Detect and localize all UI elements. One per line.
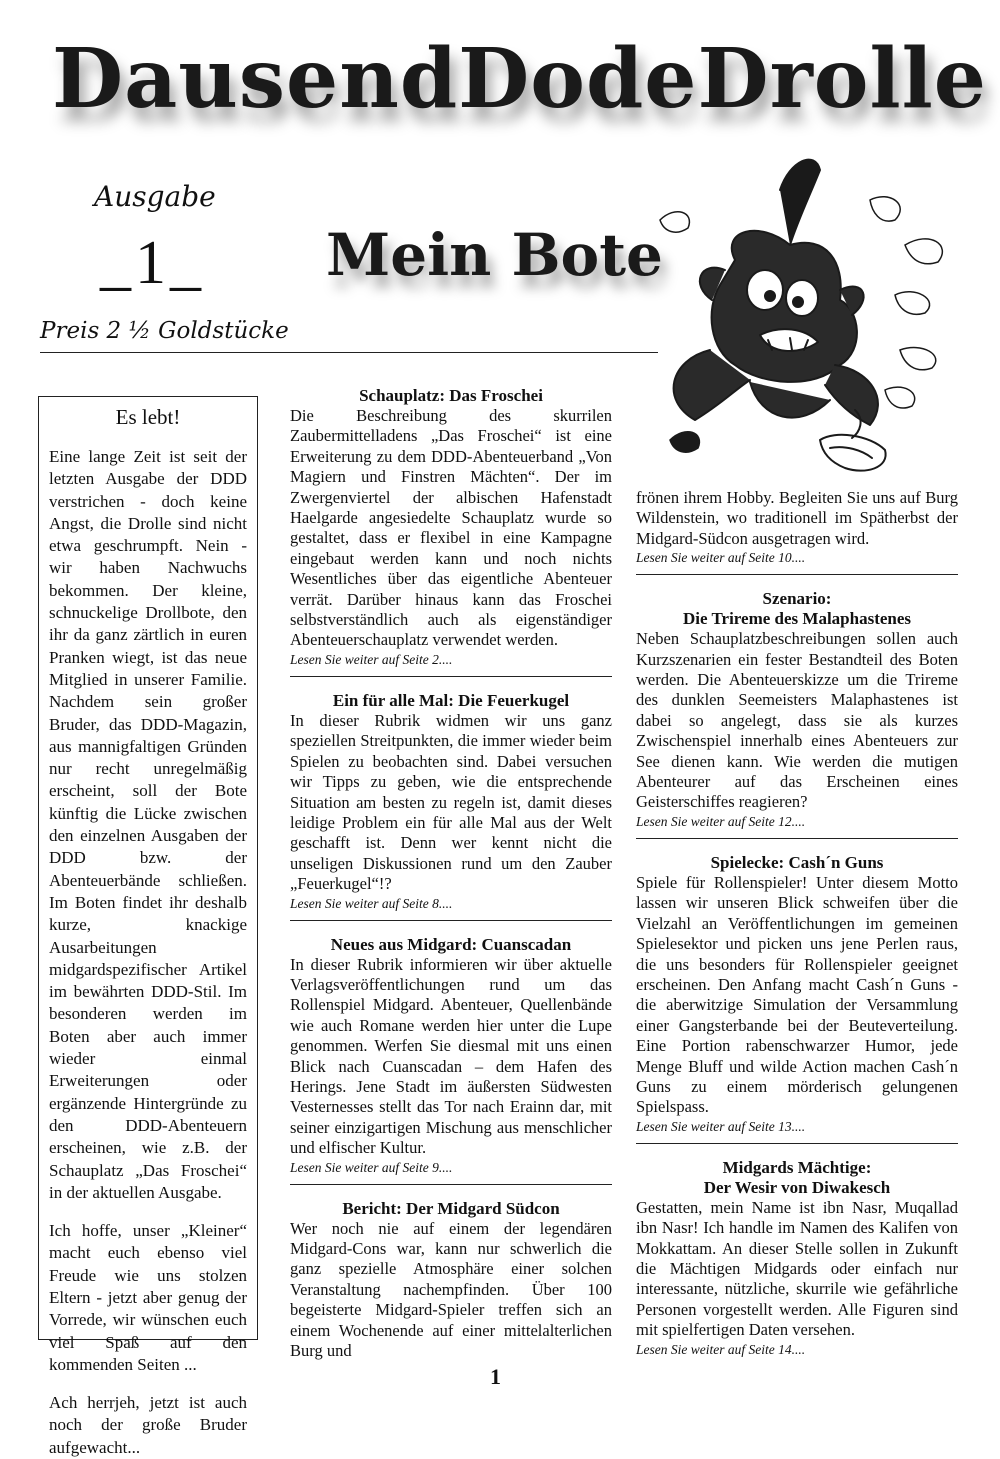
article-title: Neues aus Midgard: Cuanscadan <box>330 934 572 954</box>
read-more-link[interactable]: Lesen Sie weiter auf Seite 13.... <box>636 1118 806 1134</box>
issue-label: Ausgabe <box>94 180 216 213</box>
editorial-title: Es lebt! <box>115 405 181 429</box>
article-title: Spielecke: Cash´n Guns <box>710 852 884 872</box>
article-cash-n-guns <box>636 853 958 1144</box>
article-title: Schauplatz: Das Froschei <box>359 386 543 405</box>
editorial-paragraph: Ich hoffe, unser „Kleiner“ macht euch ebenso viel Freude wie uns stolzen Eltern - jetzt aber genug der Vorrede, wir wünschen euch viel Spaß auf den kommenden Seiten ... <box>49 1221 247 1374</box>
article-suedcon <box>290 1199 612 1369</box>
article-feuerkugel <box>290 691 612 921</box>
read-more-link[interactable]: Lesen Sie weiter auf Seite 2.... <box>290 651 453 667</box>
read-more-link[interactable]: Lesen Sie weiter auf Seite 9.... <box>290 1159 453 1175</box>
article-title: Ein für alle Mal: Die Feuerkugel <box>332 690 570 710</box>
article-body: Neben Schauplatzbeschreibungen sollen auch Kurzszenarien ein fester Bestandteil des Boten werden. Die Abenteuerskizze um die Trireme des dunklen Seemeisters Malaphastenes ist dabei so angelegt, dass sie als kurzes Zwischenspiel innerhalb eines Abenteuers zur See dienen kann. Wie werden die mutigen Abenteurer auf das Erscheinen eines Geisterschiffes reagieren? <box>636 629 958 812</box>
read-more-link[interactable]: Lesen Sie weiter auf Seite 10.... <box>636 550 806 566</box>
article-suedcon-continued <box>636 488 958 575</box>
newsletter-subtitle: Mein Bote <box>326 221 663 289</box>
article-title: Bericht: Der Midgard Südcon <box>342 1198 560 1218</box>
article-body: In dieser Rubrik informieren wir über aktuelle Verlagsveröffentlichungen rund um das Rollenspiel Midgard. Abenteuer, Quellenbände wie auch Romane werden hier unter die Lupe genommen. Werfen Sie diesmal mit uns einen Blick nach Cuanscadan – dem Hafen des Herings. Jene Stadt im äußersten Südwesten Vesternesses stellt das Tor nach Erainn dar, mit seiner einzigartigen Mischung aus menschlicher und elfischer Kultur. <box>290 954 612 1158</box>
article-froschei <box>290 386 612 677</box>
article-body: Gestatten, mein Name ist ibn Nasr, Muqallad ibn Nasr! Ich handle im Namen des Kalifen von Mokkattam. An dieser Stelle sollen in Zukunft die Mächtigen Midgards oder einfach nur interessante, nützliche, skurrile wie gefährliche Personen vorgestellt werden. Alle Figuren sind mit spielfertigen Daten versehen. <box>636 1197 958 1340</box>
article-body: frönen ihrem Hobby. Begleiten Sie uns auf Burg Wildenstein, wo traditionell im Spätherbst der Midgard-Südcon ausgetragen wird. <box>636 488 958 548</box>
editorial-paragraph: Eine lange Zeit ist seit der letzten Ausgabe der DDD verstrichen - doch keine Angst, die Drolle sind nicht etwa geschrumpft. Nein - wir haben Nachwuchs bekommen. Der kleine, schnuckelige Drollbote, den ihr da ganz zärtlich in euren Pranken wiegt, ist das neue Mitglied in unserer Familie. Nachdem sein großer Bruder, das DDD-Magazin, aus mannigfaltigen Gründen nur recht unregelmäßig erscheint, soll der Bote künftig die Lücke zwischen den einzelnen Ausgaben der DDD bzw. der Abenteuerbände schließen. Im Boten findet ihr deshalb kurze, knackige Ausarbeitungen midgardspezifischer Artikel im bewährten DDD-Stil. Im besonderen werden im Boten aber auch immer wieder einmal Erweiterungen oder ergänzende Hintergründe zu den DDD-Abenteuern erscheinen, wie z.B. der Schauplatz „Das Froschei“ in der aktuellen Ausgabe. <box>49 447 247 1202</box>
issue-number: _1_ <box>100 229 205 297</box>
article-body: In dieser Rubrik widmen wir uns ganz speziellen Streitpunkten, die immer wieder beim Spielen zu beobachten sind. Dabei versuchen wir Tipps zu geben, wie die entsprechende Situation am besten zu regeln ist, damit dieses leidige Problem ein für alle Mal aus der Welt geschafft ist. Denn wer kennt nicht die unseligen Diskussionen rund um den Zauber „Feuerkugel“!? <box>290 710 612 894</box>
article-wesir <box>636 1158 958 1366</box>
header-divider <box>40 352 658 353</box>
article-cuanscadan <box>290 935 612 1185</box>
right-column <box>636 488 958 1380</box>
editorial-box <box>38 396 258 1457</box>
article-body: Die Beschreibung des skurrilen Zaubermittelladens „Das Froschei“ ist eine Erweiterung zu dem DDD-Abenteuerband „Von Magiern und Finstren Mächten“. Der im Zwergenviertel der albischen Hafenstadt Haelgarde angesiedelte Schauplatz wurde so gestaltet, dass er flexibel in eine Kampagne eingebaut werden kann und noch nichts Wesentliches über das eigentliche Abenteuer verrät. Darüber hinaus kann das Froschei selbstverständlich auch als eigenständiger Abenteuerschauplatz verwendet werden. <box>290 406 612 650</box>
editorial-paragraph: Ach herrjeh, jetzt ist auch noch der große Bruder aufgewacht... <box>49 1393 247 1457</box>
read-more-link[interactable]: Lesen Sie weiter auf Seite 14.... <box>636 1341 806 1357</box>
price-label: Preis 2 ½ Goldstücke <box>40 318 289 344</box>
read-more-link[interactable]: Lesen Sie weiter auf Seite 8.... <box>290 895 453 911</box>
article-title: Midgards Mächtige: Der Wesir von Diwakesch <box>703 1157 891 1197</box>
article-trireme <box>636 589 958 839</box>
masthead-title: DausendDodeDrolle <box>52 31 987 127</box>
drollbote-illustration <box>640 150 960 490</box>
article-title: Szenario: Die Trireme des Malaphastenes <box>682 589 912 629</box>
read-more-link[interactable]: Lesen Sie weiter auf Seite 12.... <box>636 813 806 829</box>
middle-column <box>290 386 612 1382</box>
article-body: Wer noch nie auf einem der legendären Midgard-Cons war, kann nur schwerlich die ganz spezielle Atmosphäre einer solchen Veranstaltung nachempfinden. Über 100 begeisterte Midgard-Spieler treffen sich an einem Wochenende auf einer mittelalterlichen Burg und <box>290 1218 612 1361</box>
article-body: Spiele für Rollenspieler! Unter diesem Motto lassen wir unseren Blick schweifen über die Vielzahl an Veröffentlichungen im gemeinen Spielesektor und picken uns jene Perlen raus, die uns besonders für Rollenspieler geeignet erscheinen. Den Anfang macht Cash´n Guns - die aberwitzige Simulation der Versammlung einer Gangsterbande bei der Beuteverteilung. Eine Portion rabenschwarzer Humor, jede Menge Bluff und wilde Action machen Cash´n Guns zu einem mörderisch gelungenen Spielspass. <box>636 872 958 1117</box>
page-number: 1 <box>490 1364 501 1389</box>
